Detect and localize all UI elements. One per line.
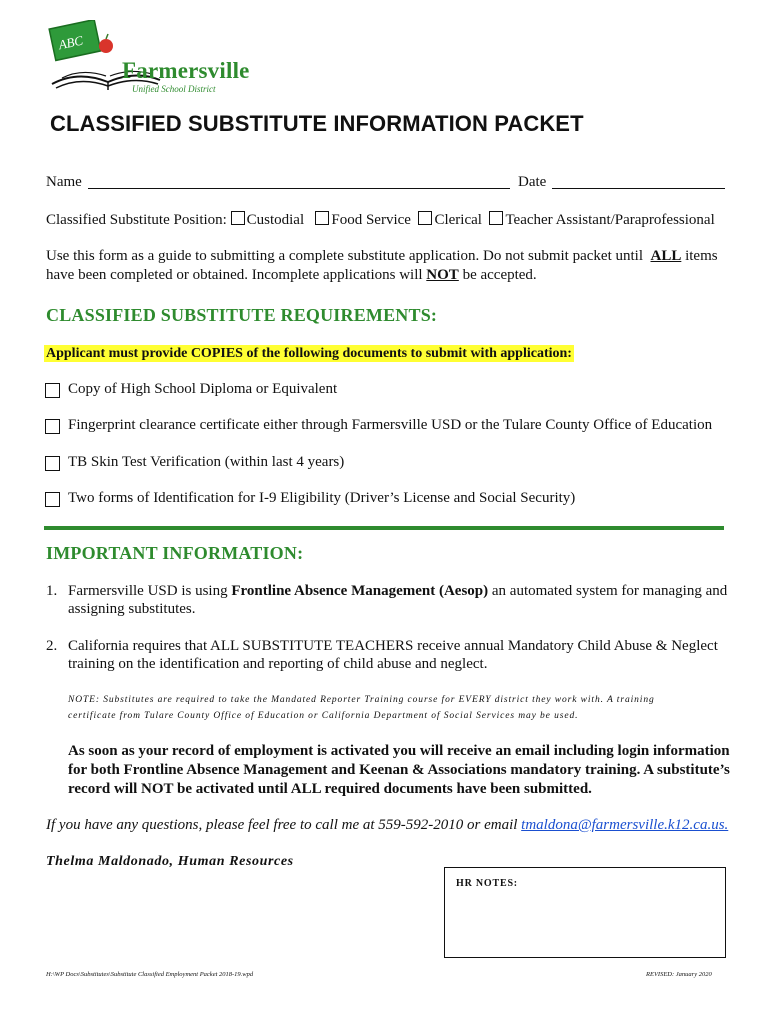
info-1-frontline: Frontline Absence Management (Aesop) <box>231 583 489 599</box>
tb-test-checkbox[interactable] <box>45 456 60 471</box>
info-1-text-a: Farmersville USD is using <box>68 583 228 599</box>
requirements-heading: CLASSIFIED SUBSTITUTE REQUIREMENTS: <box>46 305 438 325</box>
name-field[interactable] <box>88 172 510 189</box>
requirement-item-diploma: Copy of High School Diploma or Equivalent <box>68 381 338 397</box>
info-1-number: 1. <box>46 583 58 599</box>
logo-district-subtitle: Unified School District <box>132 84 216 94</box>
questions-text: If you have any questions, please feel free to call me at 559-592-2010 or email <box>46 817 518 833</box>
date-label: Date <box>518 174 547 190</box>
signature-name: Thelma Maldonado, Human Resources <box>46 854 294 869</box>
diploma-checkbox[interactable] <box>45 383 60 398</box>
intro-all-emphasis: ALL <box>650 248 682 264</box>
custodial-checkbox[interactable] <box>231 211 245 225</box>
info-1-line-2: assigning substitutes. <box>68 601 196 617</box>
intro-line-1 <box>46 248 718 265</box>
activation-line-3: record will NOT be activated until ALL required documents have been submitted. <box>68 781 592 797</box>
logo-abc-text: ABC <box>57 32 85 53</box>
fingerprint-checkbox[interactable] <box>45 419 60 434</box>
copies-notice-text: Applicant must provide COPIES of the following documents to submit with application: <box>46 346 572 361</box>
intro-text-1c: items <box>685 248 718 264</box>
section-divider <box>44 526 724 530</box>
info-2-line-1: California requires that ALL SUBSTITUTE TEACHERS receive annual Mandatory Child Abuse & Neglect <box>68 638 718 654</box>
food-service-checkbox[interactable] <box>315 211 329 225</box>
note-line-1: NOTE: Substitutes are required to take the Mandated Reporter Training course for EVERY district they work with. A training <box>68 695 655 705</box>
position-teacher-assistant-label: Teacher Assistant/Paraprofessional <box>505 212 715 228</box>
activation-line-2: for both Frontline Absence Management and Keenan & Associations mandatory training. A substitute’s <box>68 762 730 778</box>
teacher-assistant-checkbox[interactable] <box>489 211 503 225</box>
page-title: CLASSIFIED SUBSTITUTE INFORMATION PACKET <box>50 111 584 136</box>
copies-notice <box>44 344 574 362</box>
requirement-item-identification: Two forms of Identification for I-9 Eligibility (Driver’s License and Social Security) <box>68 490 576 506</box>
activation-line-1: As soon as your record of employment is activated you will receive an email including login information <box>68 743 730 759</box>
name-label: Name <box>46 174 82 190</box>
position-food-service-label: Food Service <box>331 212 411 228</box>
intro-text-2a: have been completed or obtained. Incomplete applications will <box>46 267 423 283</box>
info-1-text-c: an automated system for managing and <box>491 583 728 599</box>
important-heading: IMPORTANT INFORMATION: <box>46 543 304 563</box>
questions-line <box>46 817 728 834</box>
intro-line-2 <box>46 267 537 284</box>
position-custodial-label: Custodial <box>246 212 305 228</box>
intro-text-1a: Use this form as a guide to submitting a complete substitute application. Do not submit packet until <box>46 248 643 264</box>
requirement-item-fingerprint: Fingerprint clearance certificate either through Farmersville USD or the Tulare County Office of Education <box>68 417 713 433</box>
info-2-number: 2. <box>46 638 58 654</box>
position-clerical-label: Clerical <box>434 212 482 228</box>
footer-file-path: H:\WP Docs\Substitutes\Substitute Classified Employment Packet 2018-19.wpd <box>46 971 254 978</box>
hr-notes-label: HR NOTES: <box>456 878 518 889</box>
identification-checkbox[interactable] <box>45 492 60 507</box>
date-field[interactable] <box>552 172 725 189</box>
email-link[interactable]: tmaldona@farmersville.k12.ca.us. <box>521 817 729 833</box>
info-2-line-2: training on the identification and reporting of child abuse and neglect. <box>68 656 488 672</box>
footer-revised: REVISED: January 2020 <box>646 971 712 978</box>
note-line-2: certificate from Tulare County Office of Education or California Department of Social Services may be used. <box>68 711 579 721</box>
position-row <box>46 211 715 229</box>
clerical-checkbox[interactable] <box>418 211 432 225</box>
info-1-line-1 <box>68 583 727 600</box>
requirement-item-tb-test: TB Skin Test Verification (within last 4 years) <box>68 454 345 470</box>
position-label: Classified Substitute Position: <box>46 212 227 228</box>
intro-text-2c: be accepted. <box>462 267 537 283</box>
logo-district-name: Farmersville <box>122 58 250 83</box>
intro-not-emphasis: NOT <box>426 267 459 283</box>
